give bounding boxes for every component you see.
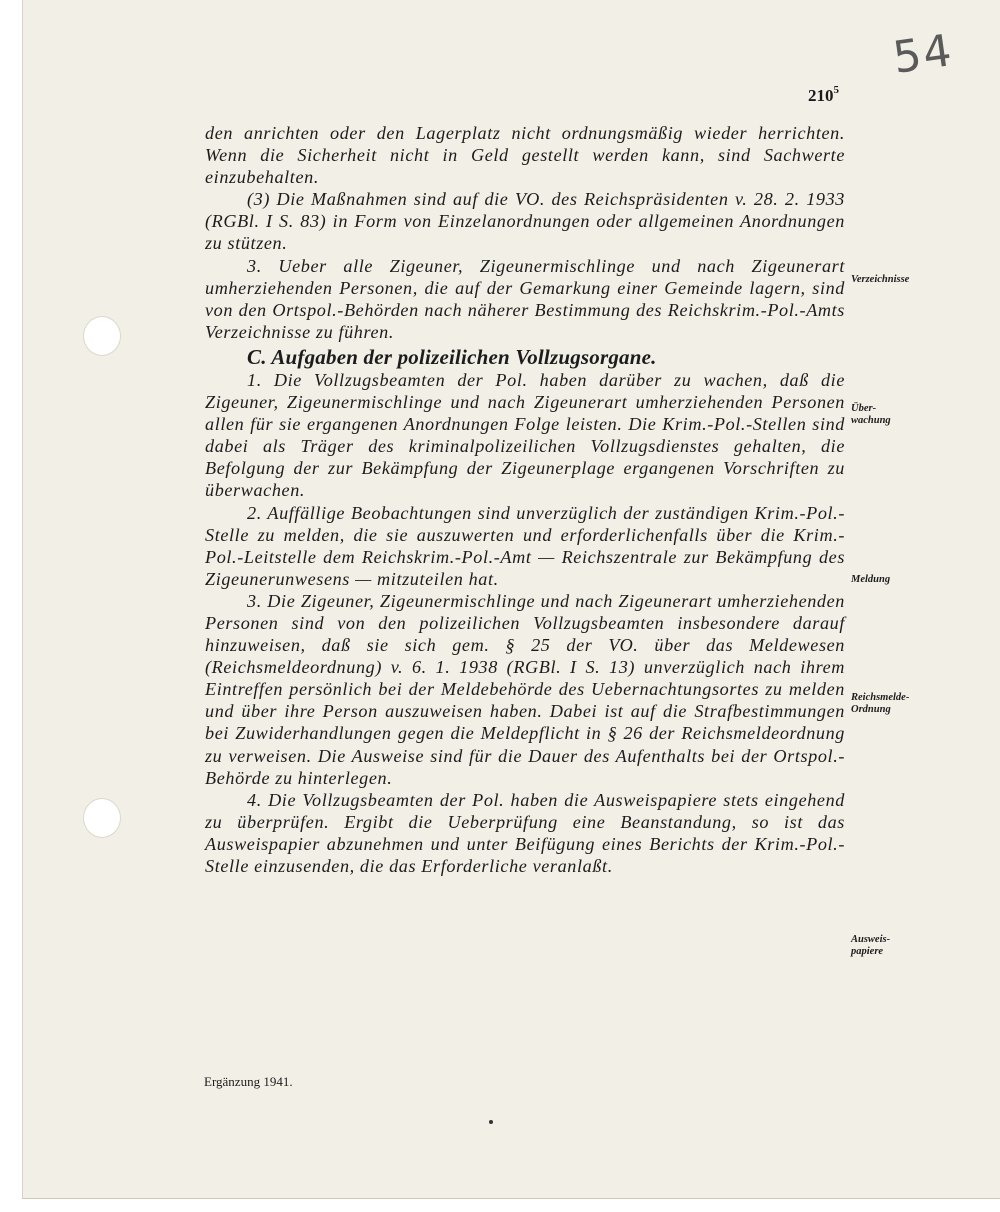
margin-note-line: wachung: [851, 415, 891, 426]
punch-hole: [83, 798, 121, 838]
margin-note-reichsmeldeordnung: [851, 692, 951, 716]
margin-note-ausweispapiere: [851, 934, 951, 958]
paragraph: den anrichten oder den Lagerplatz nicht ordnungsmäßig wieder herrichten. Wenn die Sicherheit nicht in Geld gestellt werden kann, sind Sachwerte einzubehalten.: [205, 123, 845, 188]
margin-note-line: papiere: [851, 946, 884, 957]
footer-supplement-note: Ergänzung 1941.: [204, 1074, 293, 1089]
margin-note-verzeichnisse: Verzeichnisse: [851, 274, 910, 285]
punch-hole: [83, 316, 121, 356]
paragraph: 2. Auffällige Beobachtungen sind unverzüglich der zuständigen Krim.-Pol.-Stelle zu melden, die sie auszuwerten und erforderlichenfalls über die Krim.-Pol.-Leitstelle dem Reichskrim.-Pol.-Amt — Reichszentrale zur Bekämpfung des Zigeunerunwesens — mitzuteilen hat.: [205, 502, 845, 589]
margin-note-line: Ordnung: [851, 704, 891, 715]
body-text: [205, 122, 845, 877]
margin-note-ueberwachung: [851, 403, 951, 427]
paragraph: (3) Die Maßnahmen sind auf die VO. des Reichspräsidenten v. 28. 2. 1933 (RGBl. I S. 83) in Form von Einzelanordnungen oder allgemeinen Anordnungen zu stützen.: [205, 189, 845, 254]
ink-dot: [489, 1120, 493, 1124]
section-heading: C. Aufgaben der polizeilichen Vollzugsorgane.: [247, 344, 657, 369]
margin-note-line: Über-: [851, 403, 877, 414]
margin-note-meldung: Meldung: [851, 574, 891, 585]
page-number-superscript: 5: [833, 84, 839, 96]
paragraph: 3. Ueber alle Zigeuner, Zigeunermischlinge und nach Zigeunerart umherziehenden Personen, die auf der Gemarkung einer Gemeinde lagern, sind von den Ortspol.-Behörden nach näherer Bestimmung des Reichskrim.-Pol.-Amts Verzeichnisse zu führen.: [205, 255, 845, 342]
page-number: [808, 86, 839, 106]
paragraph: 4. Die Vollzugsbeamten der Pol. haben die Ausweispapiere stets eingehend zu überprüfen. Ergibt die Ueberprüfung eine Beanstandung, so ist das Ausweispapier abzunehmen und unter Beifügung eines Berichts der Krim.-Pol.-Stelle einzusenden, die das Erforderliche veranlaßt.: [205, 789, 845, 876]
page-number-main: 210: [808, 86, 834, 105]
margin-note-line: Ausweis-: [851, 934, 891, 945]
handwritten-page-mark: 54: [889, 24, 957, 84]
paragraph: 3. Die Zigeuner, Zigeunermischlinge und nach Zigeunerart umherziehenden Personen sind von den polizeilichen Vollzugsbeamten insbesondere darauf hinzuweisen, daß sie sich gem. § 25 der VO. über das Meldewesen (Reichsmeldeordnung) v. 6. 1. 1938 (RGBl. I S. 13) unverzüglich nach ihrem Eintreffen persönlich bei der Meldebehörde des Uebernachtungsortes zu melden und über ihre Person auszuweisen haben. Dabei ist auf die Strafbestimmungen bei Zuwiderhandlungen gegen die Meldepflicht in § 26 der Reichsmeldeordnung zu verweisen. Die Ausweise sind für die Dauer des Aufenthalts bei der Ortspol.-Behörde zu hinterlegen.: [205, 590, 845, 788]
paragraph: 1. Die Vollzugsbeamten der Pol. haben darüber zu wachen, daß die Zigeuner, Zigeunermischlinge und nach Zigeunerart umherziehenden Personen allen für sie ergangenen Anordnungen Folge leisten. Die Krim.-Pol.-Stellen sind dabei als Träger des kriminalpolizeilichen Vollzugsdienstes gehalten, die Befolgung der zur Bekämpfung der Zigeunerplage ergangenen Vorschriften zu überwachen.: [205, 369, 845, 501]
margin-note-line: Reichsmelde-: [851, 692, 910, 703]
